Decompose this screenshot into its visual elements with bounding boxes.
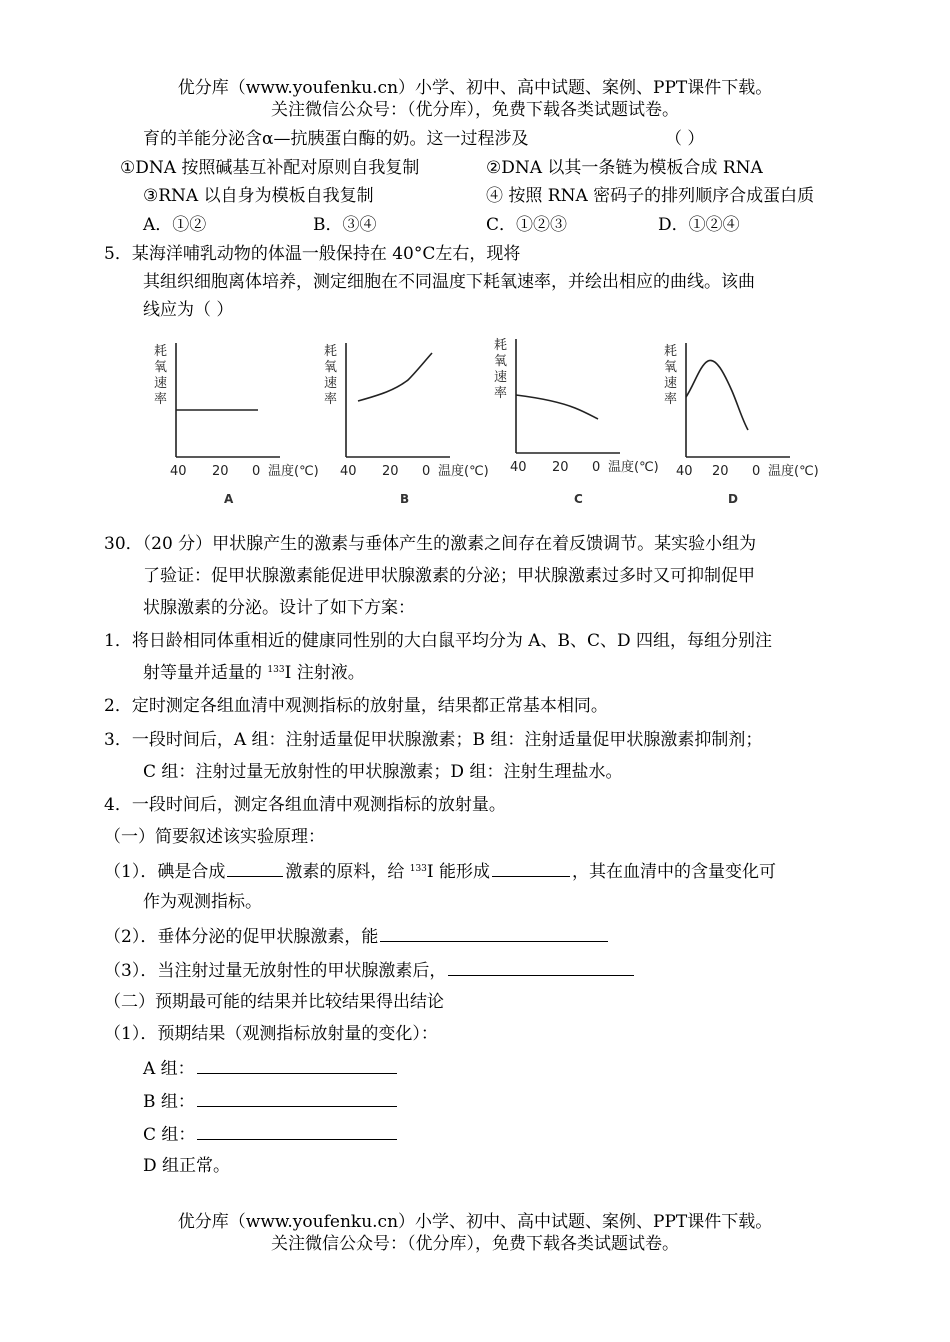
header-line-1: 优分库（www.youfenku.cn）小学、初中、高中试题、案例、PPT课件下载。 bbox=[177, 78, 773, 98]
graph-xlabel: 温度(℃) bbox=[268, 464, 319, 479]
graph-ylabel-char: 耗 bbox=[494, 338, 508, 353]
graph-ylabel-char: 速 bbox=[494, 370, 508, 385]
q4-stem: 育的羊能分泌含α—抗胰蛋白酶的奶。这一过程涉及 bbox=[143, 129, 529, 149]
q30-step-1b bbox=[143, 662, 365, 684]
q30-step-2: 2．定时测定各组血清中观测指标的放射量，结果都正常基本相同。 bbox=[104, 696, 608, 716]
q30-principle-1-c: I 能形成 bbox=[426, 862, 491, 882]
q30-result-c bbox=[143, 1122, 399, 1146]
graph-letter: B bbox=[400, 492, 410, 506]
answer-blank[interactable] bbox=[448, 958, 634, 976]
q4-option-2: ②DNA 以其一条链为模板合成 RNA bbox=[486, 158, 763, 178]
graph-b-svg bbox=[320, 335, 490, 515]
graph-ylabel-char: 耗 bbox=[324, 344, 338, 359]
header-line-2: 关注微信公众号：（优分库），免费下载各类试题试卷。 bbox=[271, 100, 679, 120]
graph-c bbox=[490, 335, 660, 515]
graph-tick-0: 0 bbox=[592, 460, 601, 475]
graph-ylabel-char: 氧 bbox=[154, 360, 168, 375]
q5-line-2: 其组织细胞离体培养，测定细胞在不同温度下耗氧速率，并绘出相应的曲线。该曲 bbox=[143, 272, 755, 292]
graph-tick-0: 0 bbox=[252, 464, 261, 479]
graph-a bbox=[150, 335, 320, 515]
answer-blank[interactable] bbox=[197, 1089, 397, 1107]
graph-ylabel-char: 率 bbox=[154, 392, 168, 407]
q30-intro-3: 状腺激素的分泌。设计了如下方案： bbox=[143, 598, 415, 618]
graph-curve bbox=[516, 395, 598, 419]
graph-curve bbox=[358, 353, 432, 401]
graph-tick-40: 40 bbox=[170, 464, 187, 479]
graph-tick-20: 20 bbox=[212, 464, 229, 479]
graph-ylabel-char: 率 bbox=[664, 392, 678, 407]
graph-ylabel-char: 氧 bbox=[494, 354, 508, 369]
graph-c-svg bbox=[490, 335, 660, 515]
q30-step-1b-post: I 注射液。 bbox=[284, 663, 365, 683]
q30-step-3b: C 组：注射过量无放射性的甲状腺激素；D 组：注射生理盐水。 bbox=[143, 762, 623, 782]
q30-step-1b-sup: 133 bbox=[267, 665, 285, 675]
q30-principle-1-b: 激素的原料，给 bbox=[285, 862, 410, 882]
graph-xlabel: 温度(℃) bbox=[608, 460, 659, 475]
graph-ylabel-char: 速 bbox=[664, 376, 678, 391]
graph-a-svg bbox=[150, 335, 320, 515]
q4-option-3: ③RNA 以自身为模板自我复制 bbox=[143, 186, 374, 206]
graph-ylabel-char: 速 bbox=[324, 376, 338, 391]
q30-result-c-label: C 组： bbox=[143, 1125, 196, 1145]
graph-ylabel-char: 耗 bbox=[154, 344, 168, 359]
graph-xlabel: 温度(℃) bbox=[768, 464, 819, 479]
q30-principle-3 bbox=[104, 958, 636, 982]
q5-line-3: 线应为（ ） bbox=[143, 300, 234, 320]
graph-b bbox=[320, 335, 490, 515]
answer-blank[interactable] bbox=[380, 924, 608, 942]
graph-letter: D bbox=[728, 492, 738, 506]
q30-intro-1: 30．（20 分）甲状腺产生的激素与垂体产生的激素之间存在着反馈调节。某实验小组为 bbox=[104, 534, 757, 554]
q30-result-a-label: A 组： bbox=[143, 1059, 195, 1079]
q5-line-1: 5．某海洋哺乳动物的体温一般保持在 40°C左右，现将 bbox=[104, 244, 521, 264]
q30-principle-1 bbox=[104, 859, 776, 883]
q30-intro-2: 了验证：促甲状腺激素能促进甲状腺激素的分泌；甲状腺激素过多时又可抑制促甲 bbox=[143, 566, 755, 586]
graph-tick-20: 20 bbox=[382, 464, 399, 479]
graph-d-svg bbox=[660, 335, 830, 515]
answer-blank[interactable] bbox=[197, 1122, 397, 1140]
footer-line-1: 优分库（www.youfenku.cn）小学、初中、高中试题、案例、PPT课件下载。 bbox=[177, 1212, 773, 1232]
q30-step-3a: 3．一段时间后，A 组：注射适量促甲状腺激素；B 组：注射适量促甲状腺激素抑制剂； bbox=[104, 730, 763, 750]
q30-step-1b-pre: 射等量并适量的 bbox=[143, 663, 268, 683]
graph-ylabel-char: 率 bbox=[494, 386, 508, 401]
answer-blank[interactable] bbox=[227, 859, 283, 877]
graph-ylabel-char: 耗 bbox=[664, 344, 678, 359]
graph-d bbox=[660, 335, 830, 515]
q30-result-b bbox=[143, 1089, 399, 1113]
graph-tick-40: 40 bbox=[340, 464, 357, 479]
q4-option-4: ④ 按照 RNA 密码子的排列顺序合成蛋白质 bbox=[486, 186, 815, 206]
q30-principle-1-d: ，其在血清中的含量变化可 bbox=[572, 862, 777, 882]
q30-step-4: 4．一段时间后，测定各组血清中观测指标的放射量。 bbox=[104, 795, 506, 815]
graph-tick-0: 0 bbox=[752, 464, 761, 479]
q30-result-b-label: B 组： bbox=[143, 1092, 195, 1112]
footer-line-2: 关注微信公众号：（优分库），免费下载各类试题试卷。 bbox=[271, 1234, 679, 1254]
q4-choice-b: B．③④ bbox=[313, 215, 377, 235]
graph-letter: A bbox=[224, 492, 234, 506]
graph-letter: C bbox=[574, 492, 583, 506]
q30-principle-1-a: （1）．碘是合成 bbox=[104, 862, 226, 882]
q4-choice-c: C．①②③ bbox=[486, 215, 568, 235]
graph-ylabel-char: 氧 bbox=[664, 360, 678, 375]
q4-choice-d: D．①②④ bbox=[658, 215, 740, 235]
graph-tick-40: 40 bbox=[676, 464, 693, 479]
graph-tick-0: 0 bbox=[422, 464, 431, 479]
q4-answer-paren: （ ） bbox=[665, 129, 705, 149]
graph-tick-20: 20 bbox=[552, 460, 569, 475]
q30-principle-1-line-2: 作为观测指标。 bbox=[143, 892, 262, 912]
graph-ylabel-char: 速 bbox=[154, 376, 168, 391]
q30-principle-2 bbox=[104, 924, 610, 948]
q30-principle-3-text: （3）．当注射过量无放射性的甲状腺激素后， bbox=[104, 961, 447, 981]
q30-principle-1-sup: 133 bbox=[409, 864, 427, 874]
q30-result-a bbox=[143, 1056, 399, 1080]
graph-tick-40: 40 bbox=[510, 460, 527, 475]
q30-part-2-title: （二）预期最可能的结果并比较结果得出结论 bbox=[104, 992, 444, 1012]
q30-result-1: （1）．预期结果（观测指标放射量的变化）： bbox=[104, 1024, 438, 1044]
q30-result-d: D 组正常。 bbox=[143, 1156, 231, 1176]
q30-part-1-title: （一）简要叙述该实验原理： bbox=[104, 827, 325, 847]
graph-ylabel-char: 率 bbox=[324, 392, 338, 407]
q4-option-1: ①DNA 按照碱基互补配对原则自我复制 bbox=[120, 158, 420, 178]
answer-blank[interactable] bbox=[492, 859, 570, 877]
answer-blank[interactable] bbox=[197, 1056, 397, 1074]
q4-choice-a: A．①② bbox=[143, 215, 207, 235]
q30-step-1a: 1．将日龄相同体重相近的健康同性别的大白鼠平均分为 A、B、C、D 四组，每组分别注 bbox=[104, 631, 773, 651]
graph-curve bbox=[686, 360, 748, 430]
q30-principle-2-text: （2）．垂体分泌的促甲状腺激素，能 bbox=[104, 927, 379, 947]
graph-tick-20: 20 bbox=[712, 464, 729, 479]
graph-xlabel: 温度(℃) bbox=[438, 464, 489, 479]
graph-ylabel-char: 氧 bbox=[324, 360, 338, 375]
